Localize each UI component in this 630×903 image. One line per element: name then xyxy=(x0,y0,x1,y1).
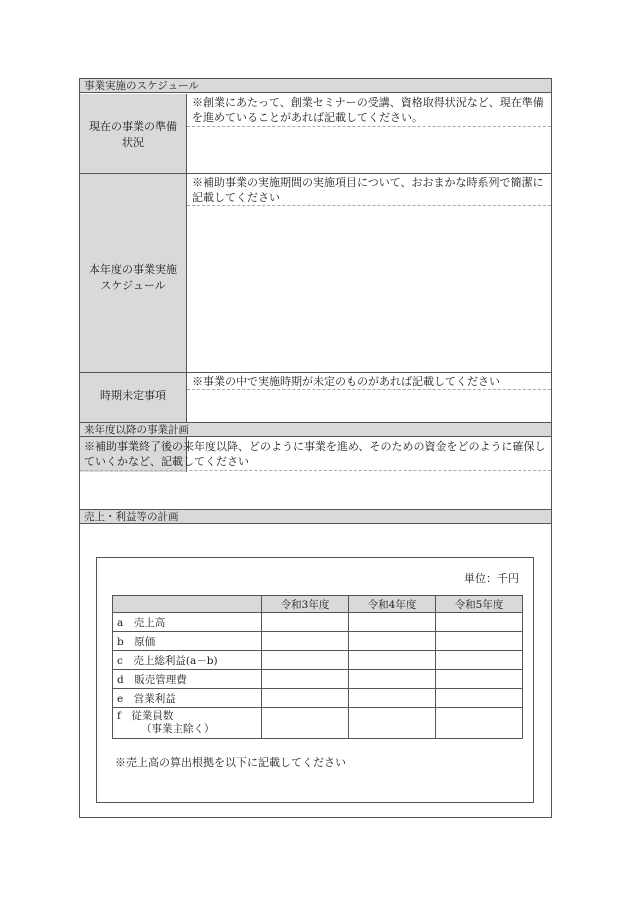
input-cell[interactable] xyxy=(262,689,349,708)
undecided-items-label xyxy=(80,388,186,404)
input-cell[interactable] xyxy=(349,708,436,739)
input-cell[interactable] xyxy=(436,632,523,651)
table-row xyxy=(113,670,523,689)
table-row xyxy=(113,632,523,651)
input-cell[interactable] xyxy=(262,613,349,632)
row-label-cost: b 原価 xyxy=(113,632,262,651)
row-label-employees-line2: （事業主除く） xyxy=(141,723,215,735)
prep-status-label-line2: 状況 xyxy=(122,136,144,149)
future-section-title: 来年度以降の事業計画 xyxy=(80,423,551,437)
schedule-plan-entry-area[interactable] xyxy=(187,206,551,372)
schedule-plan-label-line2: スケジュール xyxy=(100,279,166,292)
table-row xyxy=(113,651,523,670)
row-label-sales: a 売上高 xyxy=(113,613,262,632)
sales-section-title: 売上・利益等の計画 xyxy=(80,510,551,524)
input-cell[interactable] xyxy=(262,632,349,651)
prep-status-label-line1: 現在の事業の準備 xyxy=(89,120,177,133)
application-form-frame xyxy=(79,78,552,818)
input-cell[interactable] xyxy=(436,613,523,632)
prep-status-label xyxy=(80,119,186,151)
table-header-r4: 令和4年度 xyxy=(349,596,436,613)
unit-label: 単位：千円 xyxy=(464,572,519,585)
input-cell[interactable] xyxy=(262,670,349,689)
table-header-r3: 令和3年度 xyxy=(262,596,349,613)
table-row xyxy=(113,708,523,739)
sales-plan-box xyxy=(96,557,534,803)
row-label-gross-profit: c 売上総利益(a－b) xyxy=(113,651,262,670)
table-header-row xyxy=(113,596,523,613)
input-cell[interactable] xyxy=(262,651,349,670)
future-plan-entry-area[interactable] xyxy=(80,471,551,509)
input-cell[interactable] xyxy=(436,708,523,739)
table-row xyxy=(113,689,523,708)
undecided-items-entry-area[interactable] xyxy=(187,390,551,422)
input-cell[interactable] xyxy=(436,651,523,670)
row-divider xyxy=(80,372,551,373)
input-cell[interactable] xyxy=(349,689,436,708)
row-label-employees-line1: f 従業員数 xyxy=(117,710,174,722)
row-label-sga: d 販売管理費 xyxy=(113,670,262,689)
prep-status-entry-area[interactable] xyxy=(187,127,551,173)
undecided-items-label-line1: 時期未定事項 xyxy=(100,389,166,402)
input-cell[interactable] xyxy=(349,651,436,670)
table-row xyxy=(113,613,523,632)
schedule-plan-note: ※補助事業の実施期間の実施項目について、おおまかな時系列で簡潔に記載してください xyxy=(192,176,544,204)
table-header-r5: 令和5年度 xyxy=(436,596,523,613)
table-header-blank xyxy=(113,596,262,613)
input-cell[interactable] xyxy=(349,670,436,689)
schedule-section-title: 事業実施のスケジュール xyxy=(80,79,551,93)
input-cell[interactable] xyxy=(436,670,523,689)
row-divider xyxy=(80,173,551,174)
schedule-plan-label-line1: 本年度の事業実施 xyxy=(89,263,177,276)
future-plan-note: ※補助事業終了後の来年度以降、どのように事業を進め、そのための資金をどのように確保していくかなど、記載してください xyxy=(84,440,546,468)
prep-status-note: ※創業にあたって、創業セミナーの受講、資格取得状況など、現在準備を進めていることがあれば記載してください。 xyxy=(192,96,544,124)
input-cell[interactable] xyxy=(349,632,436,651)
sales-basis-note: ※売上高の算出根拠を以下に記載してください xyxy=(115,756,346,769)
sales-plan-table xyxy=(112,595,523,739)
input-cell[interactable] xyxy=(262,708,349,739)
input-cell[interactable] xyxy=(349,613,436,632)
schedule-plan-label xyxy=(80,262,186,294)
input-cell[interactable] xyxy=(436,689,523,708)
undecided-items-note: ※事業の中で実施時期が未定のものがあれば記載してください xyxy=(192,375,500,388)
row-label-operating-profit: e 営業利益 xyxy=(113,689,262,708)
row-label-employees xyxy=(113,708,262,739)
